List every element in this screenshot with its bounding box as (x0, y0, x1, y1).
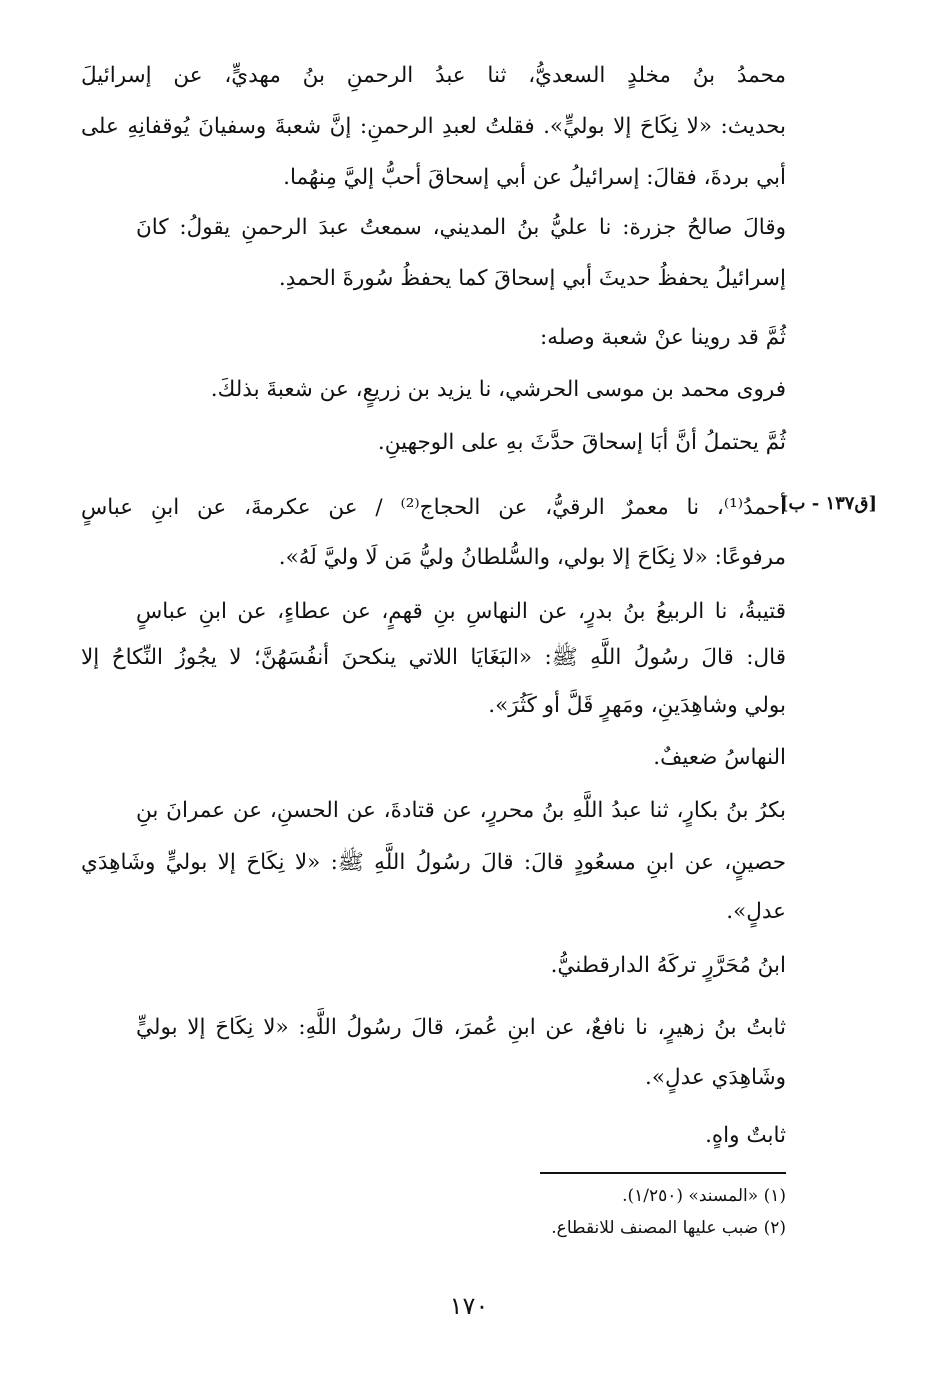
text-line: فروى محمد بن موسى الحرشي، نا يزيد بن زريعٍ، عن شعبةَ بذلكَ. (210, 377, 786, 402)
text-line: ابنُ مُحَرَّرٍ تركَهُ الدارقطنيُّ. (550, 953, 786, 978)
footnote: (١) «المسند» (١/٢٥٠). (622, 1186, 786, 1206)
text-line: بكرُ بنُ بكارٍ، ثنا عبدُ اللَّهِ بنُ محررٍ، عن قتادةَ، عن الحسنِ، عن عمرانَ بنِ (136, 798, 786, 823)
footnote-separator (540, 1172, 786, 1174)
page-number: ١٧٠ (449, 1292, 489, 1320)
text-line: محمدُ بنُ مخلدٍ السعديُّ، ثنا عبدُ الرحمنِ بنُ مهديٍّ، عن إسرائيلَ (81, 63, 786, 88)
text-line: أبي بردةَ، فقالَ: إسرائيلُ عن أبي إسحاقَ أحبُّ إليَّ مِنهُما. (283, 165, 786, 190)
text-line: إسرائيلُ يحفظُ حديثَ أبي إسحاقَ كما يحفظُ سُورةَ الحمدِ. (278, 266, 786, 291)
text-line: أحمدُ⁽¹⁾، نا معمرٌ الرقيُّ، عن الحجاج⁽²⁾ / عن عكرمةَ، عن ابنِ عباسٍ (81, 495, 786, 520)
text-line: مرفوعًا: «لا نِكَاحَ إلا بولي، والسُّلطانُ وليُّ مَن لَا وليَّ لَهُ». (278, 545, 786, 570)
text-line: النهاسُ ضعيفٌ. (653, 745, 786, 770)
text-line: ثابتُ بنُ زهيرٍ، نا نافعٌ، عن ابنِ عُمرَ، قالَ رسُولُ اللَّهِ: «لا نِكَاحَ إلا بوليٍّ (136, 1015, 786, 1040)
text-line: حصينٍ، عن ابنِ مسعُودٍ قالَ: قالَ رسُولُ اللَّهِ ﷺ: «لا نِكَاحَ إلا بوليٍّ وشَاهِدَي (81, 850, 786, 875)
text-line: بولي وشاهِدَينِ، ومَهرٍ قَلَّ أو كَثُرَ». (488, 693, 786, 718)
manuscript-folio-note: [ق۱۳۷ - ب] (780, 493, 877, 514)
text-line: ثابتٌ واهٍ. (705, 1123, 786, 1148)
text-line: قال: قالَ رسُولُ اللَّهِ ﷺ: «البَغَايَا اللاتي ينكحنَ أنفُسَهُنَّ؛ لا يجُوزُ النِّكاحُ إلا (81, 645, 786, 670)
text-line: بحديث: «لا نِكَاحَ إلا بوليٍّ». فقلتُ لعبدِ الرحمنِ: إنَّ شعبةَ وسفيانَ يُوقفانِهِ على (81, 114, 786, 139)
text-line: وقالَ صالحُ جزرة: نا عليُّ بنُ المديني، سمعتُ عبدَ الرحمنِ يقولُ: كانَ (136, 215, 786, 240)
text-line: وشَاهِدَي عدلٍ». (645, 1065, 786, 1090)
text-line: عدلٍ». (726, 899, 786, 924)
text-line: ثُمَّ قد روينا عنْ شعبة وصله: (540, 325, 786, 350)
text-line: ثُمَّ يحتملُ أنَّ أبَا إسحاقَ حدَّثَ بهِ على الوجهينِ. (377, 430, 786, 455)
footnote: (٢) ضبب عليها المصنف للانقطاع. (551, 1218, 786, 1238)
text-line: قتيبةُ، نا الربيعُ بنُ بدرٍ، عن النهاسِ بنِ قهمٍ، عن عطاءٍ، عن ابنِ عباسٍ (136, 599, 786, 624)
